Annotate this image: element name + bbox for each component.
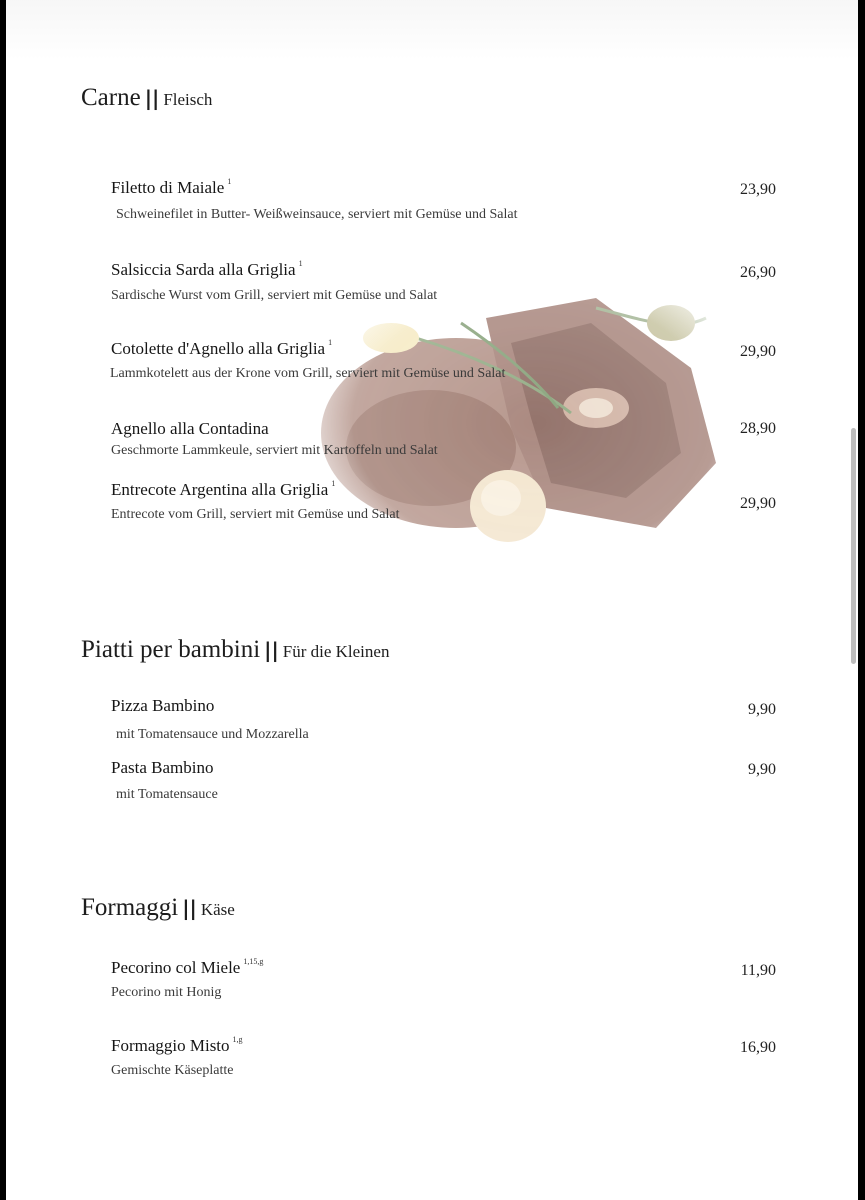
scrollbar-thumb[interactable] <box>851 428 856 664</box>
item-name: Formaggio Misto $^{1,g}$ <box>111 1035 243 1055</box>
item-description: Sardische Wurst vom Grill, serviert mit Gemüse und Salat <box>111 288 438 303</box>
item-price: 26,90 <box>740 264 776 281</box>
item-price: 16,90 <box>740 1039 776 1056</box>
item-description: Pecorino mit Honig <box>111 985 222 1000</box>
item-price: 29,90 <box>740 495 776 512</box>
section-separator: || <box>182 896 197 920</box>
item-description: Geschmorte Lammkeule, serviert mit Kartoffeln und Salat <box>111 443 438 458</box>
section-title-text: Formaggi <box>81 894 179 921</box>
item-price: 29,90 <box>740 343 776 360</box>
item-name: Pasta Bambino <box>111 758 214 777</box>
section-title-text: Piatti per bambini <box>81 636 261 663</box>
section-subtitle: Fleisch <box>163 90 213 109</box>
allergen-note: 1 <box>227 177 232 186</box>
item-price: 9,90 <box>748 761 776 778</box>
item-description: mit Tomatensauce <box>116 787 218 802</box>
item-name: Pizza Bambino <box>111 696 215 715</box>
section-title-formaggi <box>81 894 235 922</box>
item-name: Pecorino col Miele $^{1,15,g}$ <box>111 957 264 977</box>
item-description: Entrecote vom Grill, serviert mit Gemüse und Salat <box>111 507 400 522</box>
menu-item <box>111 259 776 319</box>
allergen-note: 1 <box>328 338 333 347</box>
item-price: 11,90 <box>740 962 776 979</box>
menu-item <box>111 757 776 817</box>
item-description: Lammkotelett aus der Krone vom Grill, serviert mit Gemüse und Salat <box>110 366 506 381</box>
top-shadow <box>6 0 858 60</box>
menu-item <box>111 177 776 237</box>
item-price: 23,90 <box>740 181 776 198</box>
allergen-note: 1 <box>298 259 303 268</box>
section-separator: || <box>264 638 279 662</box>
section-title-carne <box>81 84 212 112</box>
menu-item <box>111 957 776 1017</box>
item-name: Cotolette d'Agnello alla Griglia $^1$ <box>111 338 333 358</box>
item-name: Entrecote Argentina alla Griglia $^1$ <box>111 479 336 499</box>
menu-item <box>111 338 776 398</box>
menu-item <box>111 479 776 539</box>
menu-item <box>111 418 776 478</box>
allergen-note: 1,g <box>232 1035 243 1044</box>
item-description: mit Tomatensauce und Mozzarella <box>116 727 309 742</box>
allergen-note: 1 <box>331 479 336 488</box>
item-price: 9,90 <box>748 701 776 718</box>
menu-item <box>111 695 776 755</box>
item-name: Filetto di Maiale $^1$ <box>111 177 232 197</box>
item-price: 28,90 <box>740 420 776 437</box>
item-description: Gemischte Käseplatte <box>111 1063 234 1078</box>
allergen-note: 1,15,g <box>243 957 264 966</box>
item-description: Schweinefilet in Butter- Weißweinsauce, serviert mit Gemüse und Salat <box>116 207 518 222</box>
section-separator: || <box>144 86 160 110</box>
section-title-bambini <box>81 636 389 664</box>
section-subtitle: Für die Kleinen <box>282 642 390 661</box>
item-name: Agnello alla Contadina <box>111 419 269 438</box>
section-subtitle: Käse <box>200 900 235 919</box>
menu-item <box>111 1035 776 1095</box>
section-title-text: Carne <box>81 84 141 111</box>
item-name: Salsiccia Sarda alla Griglia $^1$ <box>111 259 303 279</box>
menu-page <box>6 0 858 1200</box>
